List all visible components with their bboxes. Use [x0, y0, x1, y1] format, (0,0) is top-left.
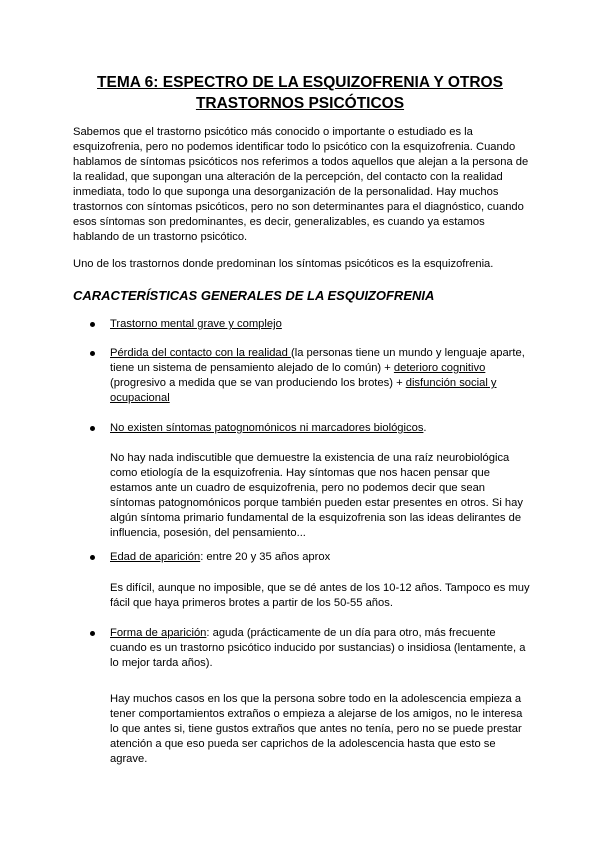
section-heading: CARACTERÍSTICAS GENERALES DE LA ESQUIZOFRENIA [73, 288, 435, 303]
bullet-icon [90, 322, 95, 327]
text-line [73, 185, 528, 200]
paragraph [110, 451, 523, 541]
text-segment: fácil que haya primeros brotes a partir de los 50-55 años. [110, 597, 393, 609]
paragraph [110, 692, 522, 767]
text-segment: (progresivo a medida que se van produciendo los brotes) + [110, 377, 406, 389]
text-line [110, 656, 525, 671]
text-line [110, 581, 530, 596]
title-line: TEMA 6: ESPECTRO DE LA ESQUIZOFRENIA Y OTROS [97, 74, 503, 91]
text-line [73, 257, 493, 272]
text-line [110, 511, 523, 526]
text-segment: lo que antes si, tiene gustos extraños que antes no tenía, pero no se puede prestar [110, 723, 522, 735]
text-line [110, 707, 522, 722]
text-segment: No hay nada indiscutible que demuestre la existencia de una raíz neurobiológica [110, 452, 510, 464]
text-line [110, 626, 525, 641]
bullet-item [110, 421, 427, 436]
text-line [110, 526, 523, 541]
bullet-icon [90, 555, 95, 560]
text-segment: lo mejor tarda años). [110, 657, 213, 669]
text-line [110, 451, 523, 466]
bullet-icon [90, 426, 95, 431]
text-line [73, 215, 528, 230]
text-line [73, 200, 528, 215]
text-segment: tiene un sistema de pensamiento alejado de lo común) + [110, 362, 394, 374]
text-segment: inmediata, todo lo que suponga una desorganización de la personalidad. Hay muchos [73, 186, 499, 198]
underlined-text: deterioro cognitivo [393, 362, 486, 374]
text-segment: síntomas patognomónicos porque también pueden estar presentes en otros. Si hay [110, 497, 523, 509]
text-line [73, 155, 528, 170]
text-line [73, 125, 528, 140]
text-line [110, 550, 330, 565]
text-segment: : entre 20 y 35 años aprox [200, 551, 331, 563]
text-line [110, 496, 523, 511]
text-segment: agrave. [110, 753, 148, 765]
underlined-text: Trastorno mental grave y complejo [110, 318, 282, 330]
text-segment: cuando es un trastorno psicótico inducido por sustancias) o insidiosa (lentamente, a [110, 642, 526, 654]
text-segment: . [423, 422, 427, 434]
paragraph [73, 125, 528, 245]
text-segment: tener comportamientos extraños o empieza a alejarse de los amigos, no le interesa [110, 708, 523, 720]
text-line [110, 421, 427, 436]
text-line [110, 317, 282, 332]
text-segment: Uno de los trastornos donde predominan los síntomas psicóticos es la esquizofrenia. [73, 258, 494, 270]
text-line [110, 641, 525, 656]
text-line [110, 596, 530, 611]
text-line [73, 230, 528, 245]
text-segment: algún síntoma primario fundamental de la esquizofrenia son las ideas delirantes de [110, 512, 522, 524]
underlined-text: disfunción social y [405, 377, 497, 389]
text-line [110, 466, 523, 481]
text-segment: : aguda (prácticamente de un día para otro, más frecuente [206, 627, 496, 639]
text-line [110, 752, 522, 767]
text-segment: hablamos de síntomas psicóticos nos referimos a todos aquellos que alejan a la persona de [73, 156, 529, 168]
text-segment: esos síntomas son predominantes, es decir, generalizables, es cuando ya estamos [73, 216, 485, 228]
bullet-icon [90, 351, 95, 356]
paragraph [110, 581, 530, 611]
text-line [110, 481, 523, 496]
text-line [73, 140, 528, 155]
bullet-icon [90, 631, 95, 636]
text-segment: atención a que eso pueda ser caprichos de la adolescencia hasta que esto se [110, 738, 496, 750]
underlined-text: Edad de aparición [110, 551, 201, 563]
text-segment: esquizofrenia, pero no podemos identificar todo lo psicótico con la esquizofrenia. Cuando [73, 141, 516, 153]
text-line [110, 391, 525, 406]
bullet-item [110, 550, 330, 565]
document-title [0, 72, 600, 114]
text-segment: influencia, posesión, del pensamiento... [110, 527, 306, 539]
text-segment: la realidad, que supongan una alteración de la percepción, del contacto con la realidad [73, 171, 503, 183]
title-line: TRASTORNOS PSICÓTICOS [195, 95, 405, 112]
text-line [110, 692, 522, 707]
text-segment: trastornos con síntomas psicóticos, pero no son determinantes para el diagnóstico, cuando [73, 201, 524, 213]
text-segment: Es difícil, aunque no imposible, que se dé antes de los 10-12 años. Tampoco es muy [110, 582, 530, 594]
text-line [110, 361, 525, 376]
text-line [73, 170, 528, 185]
text-line [110, 737, 522, 752]
text-segment: Hay muchos casos en los que la persona sobre todo en la adolescencia empieza a [110, 693, 522, 705]
text-segment: (la personas tiene un mundo y lenguaje aparte, [290, 347, 525, 359]
text-segment: Sabemos que el trastorno psicótico más conocido o importante o estudiado es la [73, 126, 473, 138]
underlined-text: No existen síntomas patognomónicos ni marcadores biológicos [110, 422, 424, 434]
text-line [110, 346, 525, 361]
paragraph [73, 257, 493, 272]
bullet-item [110, 626, 525, 671]
bullet-item [110, 346, 525, 406]
text-line [110, 722, 522, 737]
underlined-text: Pérdida del contacto con la realidad [110, 347, 291, 359]
text-segment: estamos ante un cuadro de esquizofrenia, pero no podemos decir que sean [110, 482, 486, 494]
underlined-text: ocupacional [110, 392, 170, 404]
text-segment: hablando de un trastorno psicótico. [73, 231, 248, 243]
bullet-item [110, 317, 282, 332]
text-line [110, 376, 525, 391]
underlined-text: Forma de aparición [110, 627, 207, 639]
text-segment: como etiología de la esquizofrenia. Hay síntomas que nos hacen pensar que [110, 467, 490, 479]
